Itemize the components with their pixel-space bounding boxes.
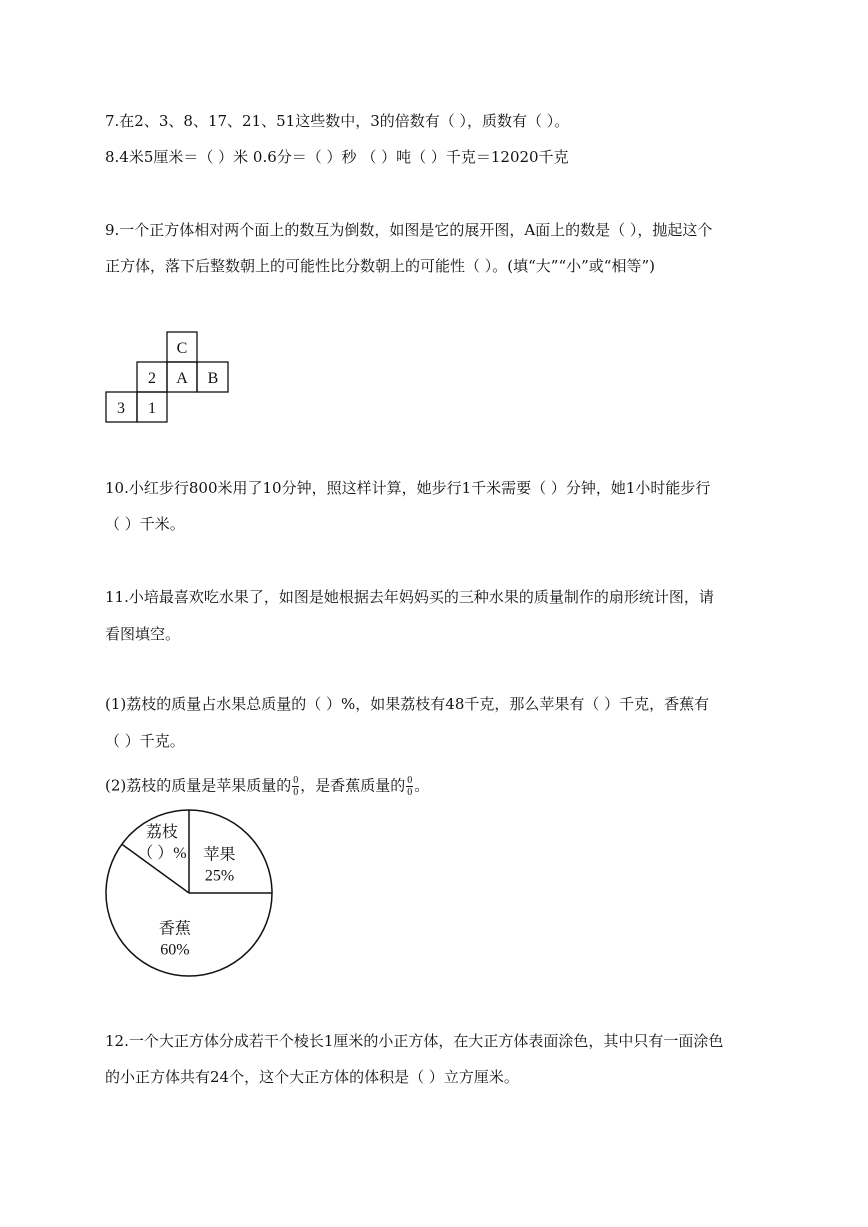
pie-slice-value: （ ）% (137, 844, 187, 862)
q11-sub2-b: ，是香蕉质量的 (300, 776, 406, 795)
pie-slice-value: 25% (204, 867, 235, 885)
q8-text: 8.4米5厘米＝（ ）米 0.6分＝（ ）秒 （ ）吨（ ）千克＝12020千克 (105, 148, 569, 166)
cube-label-3: 3 (117, 400, 125, 417)
fraction-blank-1: $\frac{0}{0}$ (293, 775, 299, 798)
q11-sub2-a: (2)荔枝的质量是苹果质量的 (105, 776, 292, 795)
q12-line2: 的小正方体共有24个，这个大正方体的体积是（ ）立方厘米。 (105, 1068, 519, 1086)
pie-slice-label: 香蕉 (158, 920, 191, 938)
pie-slice-label: 荔枝 (145, 823, 178, 841)
q11-line2: 看图填空。 (105, 625, 181, 643)
q11-line1: 11.小培最喜欢吃水果了，如图是她根据去年妈妈买的三种水果的质量制作的扇形统计图，请 (105, 588, 714, 606)
cube-label-1: 1 (148, 400, 156, 417)
q10-line1: 10.小红步行800米用了10分钟，照这样计算，她步行1千米需要（ ）分钟，她1小时能步行 (105, 479, 711, 497)
pie-slice-label: 苹果 (203, 846, 236, 864)
q9-line1: 9.一个正方体相对两个面上的数互为倒数，如图是它的展开图，A面上的数是（ ），抛起这个 (105, 221, 713, 239)
fraction-blank-2: $\frac{0}{0}$ (407, 775, 413, 798)
q10-line2: （ ）千米。 (105, 515, 185, 533)
q9-line2: 正方体，落下后整数朝上的可能性比分数朝上的可能性（ ）。(填“大”“小”或“相等”) (105, 257, 655, 275)
q11-sub1-line1: (1)荔枝的质量占水果总质量的（ ）%，如果荔枝有48千克，那么苹果有（ ）千克，香蕉有 (105, 695, 710, 713)
q7-text: 7.在2、3、8、17、21、51这些数中，3的倍数有（ ），质数有（ ）。 (105, 112, 570, 130)
cube-label-a: A (176, 370, 188, 387)
q12-line1: 12.一个大正方体分成若干个棱长1厘米的小正方体，在大正方体表面涂色，其中只有一面涂色 (105, 1032, 724, 1050)
q11-sub1-line2: （ ）千克。 (105, 732, 185, 750)
cube-label-c: C (176, 340, 188, 357)
q11-sub2-c: 。 (414, 776, 430, 795)
cube-label-2: 2 (148, 370, 156, 387)
cube-label-b: B (207, 370, 219, 387)
pie-slice-value: 60% (160, 941, 190, 959)
